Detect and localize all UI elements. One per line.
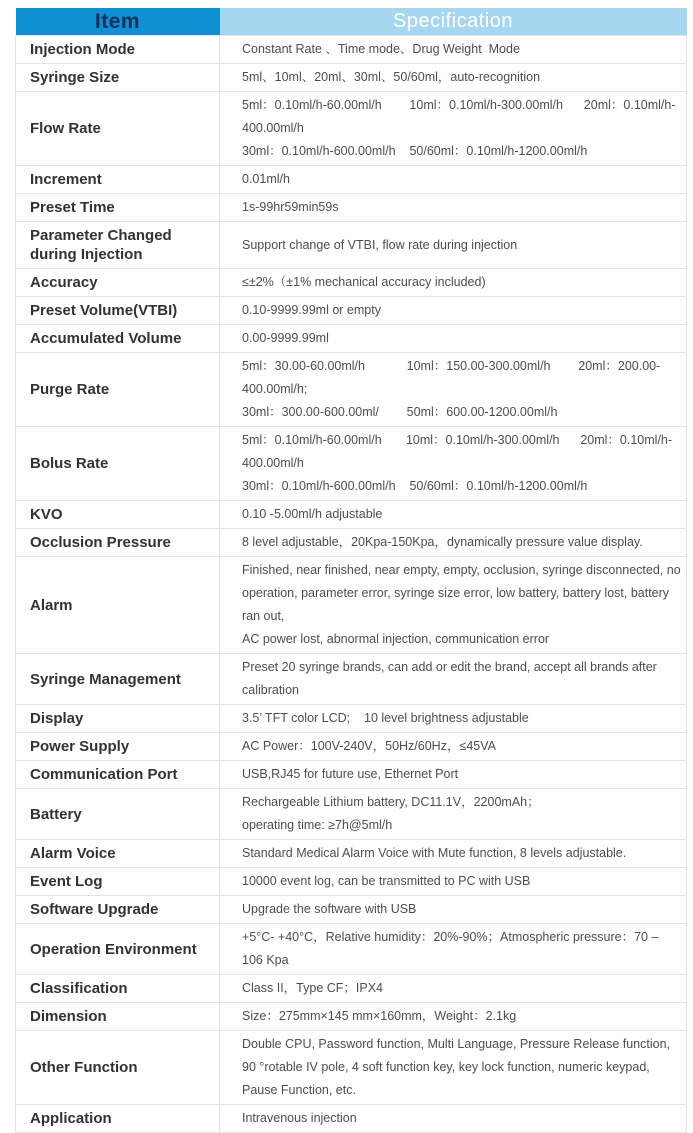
spec-cell — [220, 353, 687, 427]
spec-cell — [220, 840, 687, 868]
table-row — [16, 166, 687, 194]
spec-line: 30ml：300.00-600.00ml/ 50ml：600.00-1200.00ml/h — [242, 405, 558, 419]
spec-line: ≤±2%（±1% mechanical accuracy included) — [242, 275, 486, 289]
table-row — [16, 353, 687, 427]
item-cell: Accumulated Volume — [16, 325, 220, 353]
spec-cell — [220, 1003, 687, 1031]
item-cell: Alarm Voice — [16, 840, 220, 868]
item-cell: Display — [16, 705, 220, 733]
header-row — [16, 8, 687, 36]
spec-cell — [220, 1105, 687, 1133]
spec-line: AC Power：100V-240V，50Hz/60Hz，≤45VA — [242, 739, 496, 753]
table-row — [16, 840, 687, 868]
spec-line: operating time: ≥7h@5ml/h — [242, 818, 393, 832]
spec-cell — [220, 529, 687, 557]
item-cell: Power Supply — [16, 733, 220, 761]
spec-line: Upgrade the software with USB — [242, 902, 417, 916]
table-row — [16, 297, 687, 325]
spec-cell — [220, 166, 687, 194]
spec-cell — [220, 557, 687, 654]
item-cell: Occlusion Pressure — [16, 529, 220, 557]
item-cell: Purge Rate — [16, 353, 220, 427]
spec-cell — [220, 705, 687, 733]
item-cell: Syringe Management — [16, 654, 220, 705]
item-cell: Preset Time — [16, 194, 220, 222]
table-row — [16, 1105, 687, 1133]
table-row — [16, 868, 687, 896]
spec-cell — [220, 36, 687, 64]
item-cell: Dimension — [16, 1003, 220, 1031]
spec-line: 0.00-9999.99ml — [242, 331, 329, 345]
spec-cell — [220, 325, 687, 353]
spec-line: Rechargeable Lithium battery, DC11.1V，2200mAh； — [242, 795, 540, 809]
item-cell: Event Log — [16, 868, 220, 896]
item-cell: Flow Rate — [16, 92, 220, 166]
spec-line: Finished, near finished, near empty, empty, occlusion, syringe disconnected, no — [242, 563, 681, 577]
item-cell: Operation Environment — [16, 924, 220, 975]
item-cell: Battery — [16, 789, 220, 840]
spec-line: 0.10-9999.99ml or empty — [242, 303, 381, 317]
spec-line: Support change of VTBI, flow rate during injection — [242, 237, 518, 252]
item-cell: KVO — [16, 501, 220, 529]
table-row — [16, 222, 687, 269]
item-cell: Syringe Size — [16, 64, 220, 92]
spec-cell — [220, 924, 687, 975]
item-cell: Other Function — [16, 1031, 220, 1105]
spec-line: +5°C- +40°C，Relative humidity：20%-90%；Atmospheric pressure：70 – 106 Kpa — [242, 930, 662, 967]
spec-cell — [220, 194, 687, 222]
spec-line: Constant Rate 、Time mode、Drug Weight Mode — [242, 42, 520, 56]
table-row — [16, 896, 687, 924]
table-row — [16, 501, 687, 529]
table-row — [16, 36, 687, 64]
spec-line: 5ml：30.00-60.00ml/h 10ml：150.00-300.00ml/h 20ml：200.00-400.00ml/h; — [242, 359, 661, 396]
item-cell: Increment — [16, 166, 220, 194]
spec-cell — [220, 733, 687, 761]
table-row — [16, 1031, 687, 1105]
spec-cell — [220, 297, 687, 325]
spec-cell — [220, 896, 687, 924]
table-row — [16, 529, 687, 557]
spec-line: USB,RJ45 for future use, Ethernet Port — [242, 767, 459, 781]
spec-cell — [220, 427, 687, 501]
spec-cell — [220, 789, 687, 840]
table-row — [16, 194, 687, 222]
table-row — [16, 325, 687, 353]
table-row — [16, 705, 687, 733]
table-row — [16, 789, 687, 840]
table-row — [16, 1003, 687, 1031]
spec-line: 30ml：0.10ml/h-600.00ml/h 50/60ml：0.10ml/h-1200.00ml/h — [242, 144, 588, 158]
spec-cell — [220, 654, 687, 705]
spec-cell — [220, 92, 687, 166]
table-row — [16, 269, 687, 297]
item-cell: Injection Mode — [16, 36, 220, 64]
spec-cell — [220, 269, 687, 297]
table-row — [16, 427, 687, 501]
spec-line: 0.01ml/h — [242, 172, 290, 186]
spec-cell — [220, 761, 687, 789]
item-cell: Preset Volume(VTBI) — [16, 297, 220, 325]
spec-line: AC power lost, abnormal injection, communication error — [242, 632, 550, 646]
table-row — [16, 92, 687, 166]
spec-line: Standard Medical Alarm Voice with Mute function, 8 levels adjustable. — [242, 846, 627, 860]
spec-cell — [220, 64, 687, 92]
table-row — [16, 64, 687, 92]
item-cell: Alarm — [16, 557, 220, 654]
item-cell: Parameter Changed during Injection — [16, 222, 220, 269]
spec-cell — [220, 222, 687, 269]
item-cell: Classification — [16, 975, 220, 1003]
table-row — [16, 733, 687, 761]
spec-line: 8 level adjustable，20Kpa-150Kpa，dynamically pressure value display. — [242, 535, 643, 549]
table-row — [16, 761, 687, 789]
spec-line: 90 °rotable IV pole, 4 soft function key, key lock function, numeric keypad, Pause Function, etc. — [242, 1060, 654, 1097]
table-row — [16, 654, 687, 705]
table-row — [16, 975, 687, 1003]
table-row — [16, 924, 687, 975]
spec-cell — [220, 868, 687, 896]
spec-line: Class II，Type CF；IPX4 — [242, 981, 384, 995]
spec-line: Size：275mm×145 mm×160mm，Weight：2.1kg — [242, 1009, 517, 1023]
spec-line: 5ml：0.10ml/h-60.00ml/h 10ml：0.10ml/h-300.00ml/h 20ml：0.10ml/h-400.00ml/h — [242, 98, 676, 135]
item-cell: Accuracy — [16, 269, 220, 297]
item-cell: Bolus Rate — [16, 427, 220, 501]
spec-cell — [220, 501, 687, 529]
specification-table — [15, 8, 687, 1133]
spec-line: 5ml、10ml、20ml、30ml、50/60ml，auto-recognition — [242, 70, 541, 84]
item-column-header: Item — [16, 8, 220, 36]
item-cell: Communication Port — [16, 761, 220, 789]
spec-table-body — [16, 36, 687, 1133]
spec-line: 30ml：0.10ml/h-600.00ml/h 50/60ml：0.10ml/h-1200.00ml/h — [242, 479, 588, 493]
spec-line: Intravenous injection — [242, 1111, 357, 1125]
spec-line: Double CPU, Password function, Multi Language, Pressure Release function, — [242, 1037, 671, 1051]
table-row — [16, 557, 687, 654]
item-cell: Application — [16, 1105, 220, 1133]
spec-line: 3.5’ TFT color LCD; 10 level brightness adjustable — [242, 711, 529, 725]
spec-sheet — [15, 8, 686, 1133]
spec-line: 1s-99hr59min59s — [242, 200, 339, 214]
specification-column-header: Specification — [220, 8, 687, 36]
spec-line: 0.10 -5.00ml/h adjustable — [242, 507, 383, 521]
spec-line: Preset 20 syringe brands, can add or edit the brand, accept all brands after calibration — [242, 660, 661, 697]
spec-line: 10000 event log, can be transmitted to PC with USB — [242, 874, 531, 888]
item-cell: Software Upgrade — [16, 896, 220, 924]
spec-line: 5ml：0.10ml/h-60.00ml/h 10ml：0.10ml/h-300.00ml/h 20ml：0.10ml/h-400.00ml/h — [242, 433, 673, 470]
spec-cell — [220, 1031, 687, 1105]
spec-line: operation, parameter error, syringe size error, low battery, battery lost, battery ran out, — [242, 586, 673, 623]
spec-cell — [220, 975, 687, 1003]
